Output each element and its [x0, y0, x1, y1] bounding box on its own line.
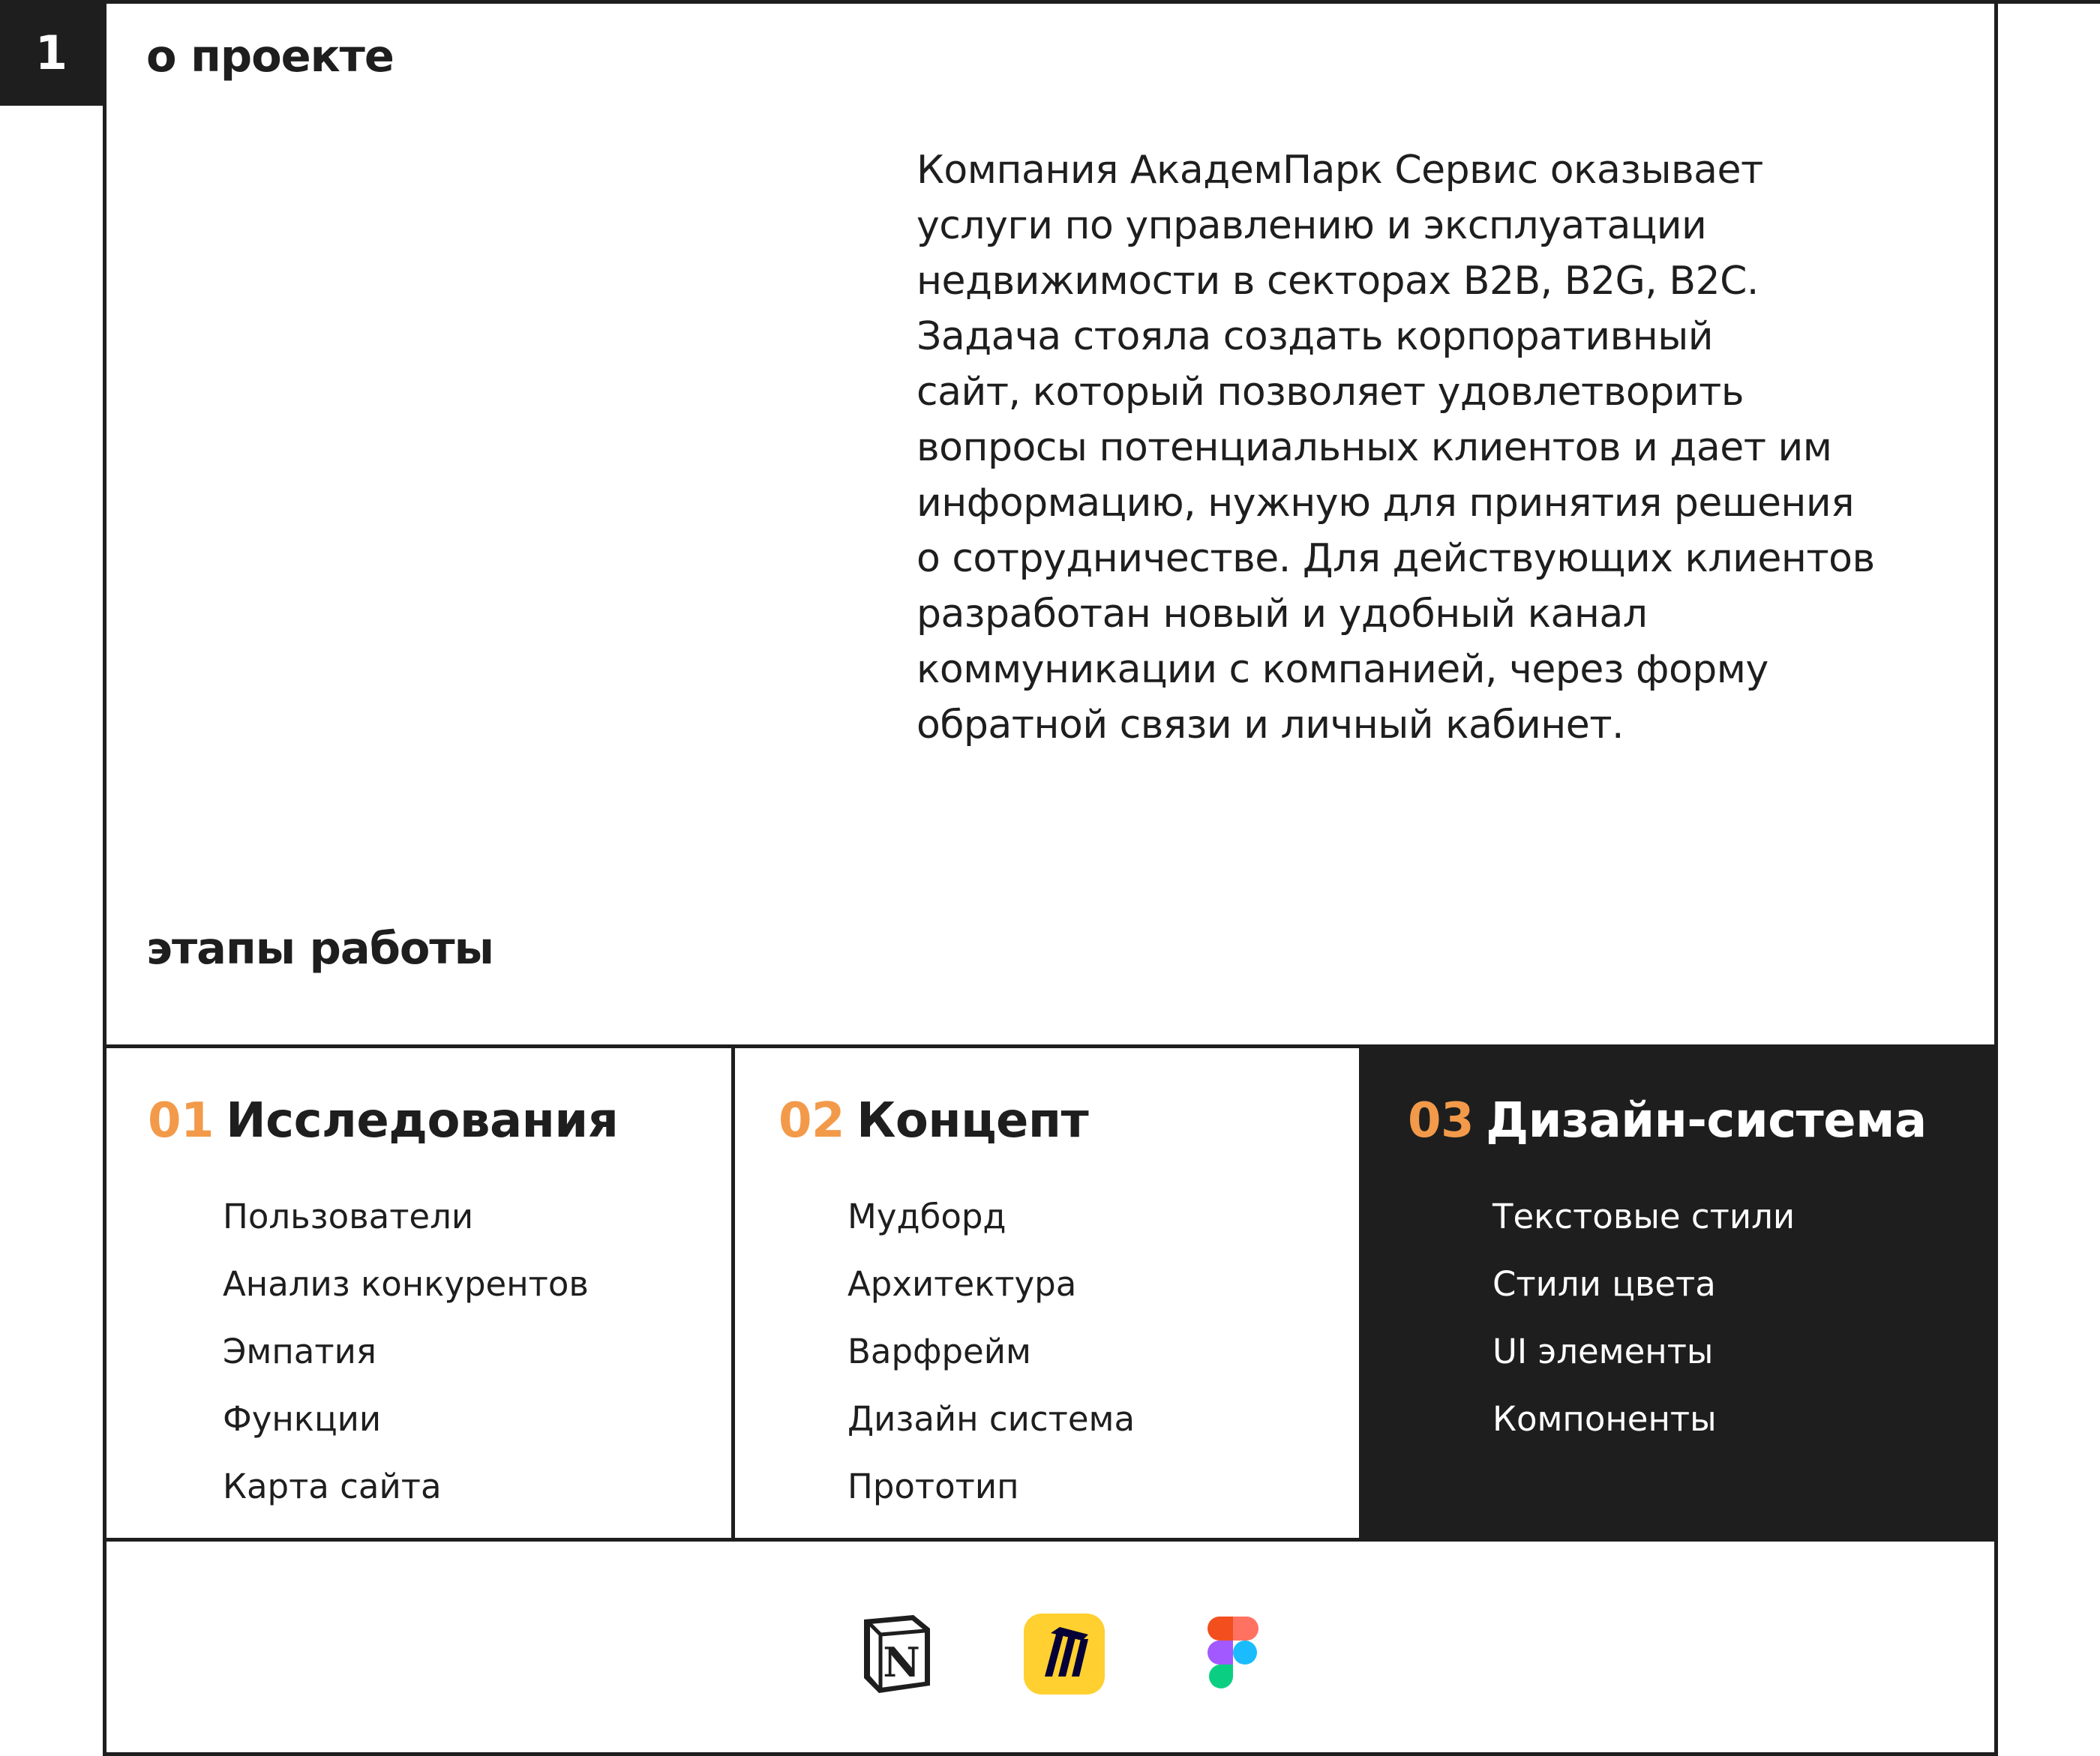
tools-row [854, 1612, 1275, 1696]
stage-research [106, 1048, 735, 1538]
stage-list-item: Дизайн система [848, 1399, 1136, 1439]
stage-list-item: Варфрейм [848, 1332, 1031, 1371]
stage-design-system [1359, 1048, 1994, 1538]
about-line: недвижимости в секторах B2B, B2G, B2C. [916, 259, 1759, 304]
stages-title: этапы работы [146, 922, 494, 974]
miro-icon [1022, 1612, 1106, 1696]
stage-heading [778, 1093, 1088, 1149]
stage-list-item: Пользователи [223, 1197, 474, 1236]
stage-list-item: Компоненты [1492, 1399, 1717, 1439]
about-line: обратной связи и личный кабинет. [916, 703, 1624, 748]
stage-title: Дизайн-система [1486, 1093, 1927, 1149]
stage-list-item: Анализ конкурентов [223, 1264, 589, 1304]
stage-list-item: Мудборд [848, 1197, 1006, 1236]
stage-list-item: Эмпатия [223, 1332, 376, 1371]
stage-list [848, 1183, 1135, 1521]
about-line: Задача стояла создать корпоративный [916, 314, 1714, 359]
figma-icon [1191, 1612, 1275, 1696]
stage-list [223, 1183, 589, 1521]
about-line: о сотрудничестве. Для действующих клиентов [916, 536, 1875, 581]
stage-number: 03 [1408, 1093, 1474, 1149]
section-number-badge [0, 0, 103, 106]
section-number: 1 [34, 25, 68, 80]
stages-grid [106, 1044, 1994, 1542]
about-line: разработан новый и удобный канал [916, 592, 1648, 637]
about-line: вопросы потенциальных клиентов и дает им [916, 425, 1832, 470]
notion-letter: N [883, 1638, 920, 1686]
stage-list-item: Прототип [848, 1467, 1019, 1506]
stage-number: 02 [778, 1093, 845, 1149]
stage-number: 01 [148, 1093, 214, 1149]
stage-list-item: Стили цвета [1492, 1264, 1716, 1304]
stage-list-item: Карта сайта [223, 1467, 442, 1506]
about-line: сайт, который позволяет удовлетворить [916, 370, 1744, 415]
about-description [916, 142, 1936, 753]
about-line: информацию, нужную для принятия решения [916, 481, 1855, 526]
about-title: о проекте [146, 30, 394, 82]
stage-list [1492, 1183, 1795, 1453]
stage-heading [1408, 1093, 1927, 1149]
stage-title: Концепт [856, 1093, 1089, 1149]
about-line: Компания АкадемПарк Сервис оказывает [916, 148, 1763, 193]
about-line: услуги по управлению и эксплуатации [916, 203, 1707, 248]
stage-list-item: Архитектура [848, 1264, 1077, 1304]
stage-list-item: Функции [223, 1399, 382, 1439]
about-line: коммуникации с компанией, через форму [916, 647, 1768, 692]
stage-concept [735, 1048, 1359, 1538]
stage-title: Исследования [226, 1093, 619, 1149]
notion-icon [854, 1612, 938, 1696]
stage-list-item: UI элементы [1492, 1332, 1714, 1371]
stage-list-item: Текстовые стили [1492, 1197, 1796, 1236]
stage-heading [148, 1093, 618, 1149]
